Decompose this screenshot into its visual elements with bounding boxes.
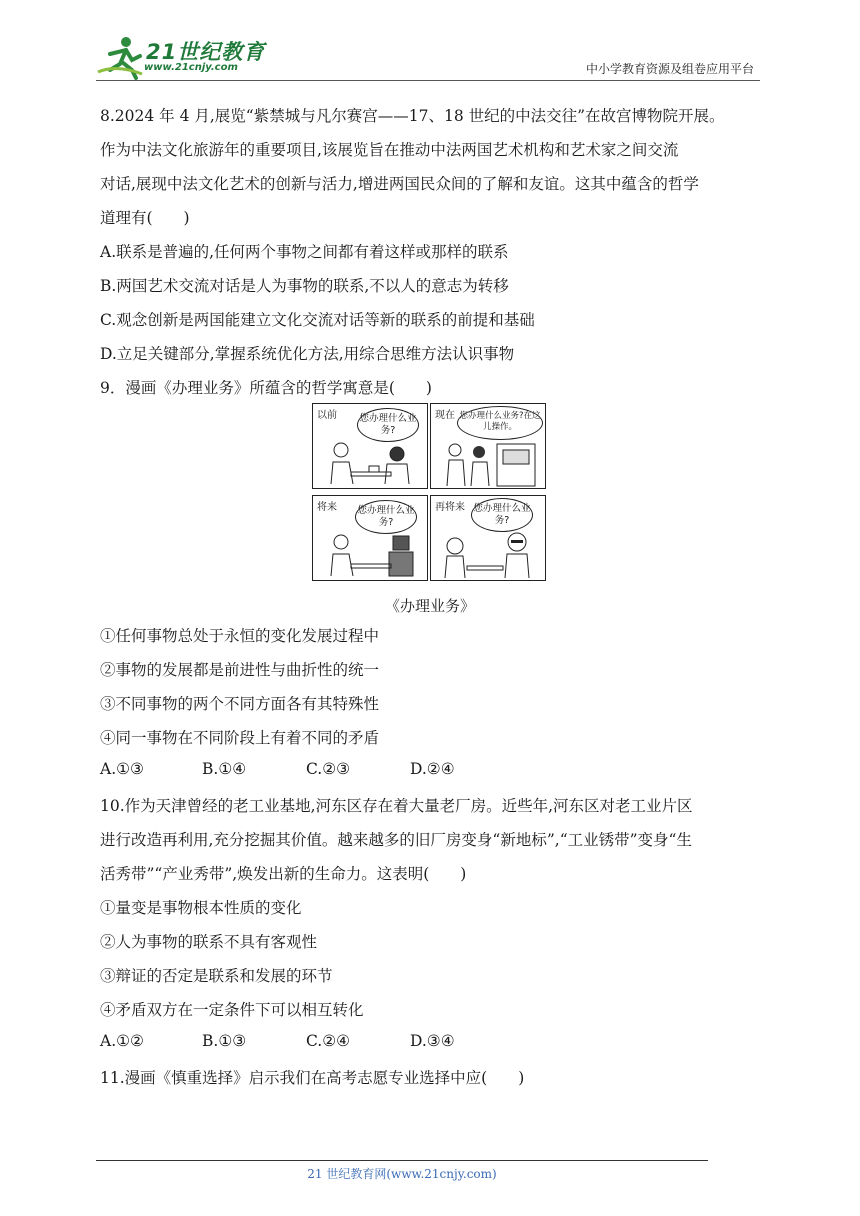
header-slogan: 中小学教育资源及组卷应用平台	[585, 62, 754, 76]
footer-divider	[96, 1160, 708, 1161]
q10-line-3: 活秀带”“产业秀带”,焕发出新的生命力。这表明( )	[100, 865, 467, 883]
q11-stem: 11.漫画《慎重选择》启示我们在高考志愿专业选择中应( )	[100, 1069, 525, 1087]
footer-text[interactable]: 21 世纪教育网(www.21cnjy.com)	[307, 1167, 497, 1181]
logo-text: 21世纪教育	[146, 40, 266, 64]
q9-statement-1: ①任何事物总处于永恒的变化发展过程中	[100, 627, 380, 645]
site-logo[interactable]	[96, 34, 266, 80]
logo-url: www.21cnjy.com	[144, 62, 238, 73]
q9-option-a: A.①③	[100, 760, 144, 778]
q8-option-a: A.联系是普遍的,任何两个事物之间都有着这样或那样的联系	[100, 243, 509, 261]
comic-panel-future	[312, 495, 428, 581]
speech-bubble: 您办理什么业务?在这儿操作。	[457, 406, 543, 440]
clerk-customer-illustration-icon	[313, 404, 427, 488]
q9-option-c: C.②③	[306, 760, 351, 778]
q10-line-2: 进行改造再利用,充分挖掘其价值。越来越多的旧厂房变身“新地标”,“工业锈带”变身“生	[100, 831, 692, 849]
atm-illustration-icon	[431, 404, 545, 488]
q8-option-d: D.立足关键部分,掌握系统优化方法,用综合思维方法认识事物	[100, 345, 515, 363]
page-header	[0, 0, 860, 84]
q9-statement-4: ④同一事物在不同阶段上有着不同的矛盾	[100, 729, 380, 747]
q8-line-4: 道理有( )	[100, 209, 190, 227]
q9-stem: 9．漫画《办理业务》所蕴含的哲学寓意是( )	[100, 379, 432, 397]
panel-caption: 再将来	[435, 502, 465, 513]
q10-option-a: A.①②	[100, 1032, 144, 1050]
speech-bubble: 您办理什么业务?	[471, 498, 533, 532]
q10-option-c: C.②④	[306, 1032, 351, 1050]
runner-logo-icon	[96, 34, 148, 80]
comic-panel-far-future	[430, 495, 546, 581]
q10-statement-4: ④矛盾双方在一定条件下可以相互转化	[100, 1001, 364, 1019]
q10-statement-3: ③辩证的否定是联系和发展的环节	[100, 967, 333, 985]
comic-banli-yewu	[312, 403, 548, 581]
comic-panel-now	[430, 403, 546, 489]
robot-clerk-illustration-icon	[313, 496, 427, 580]
panel-caption: 以前	[317, 410, 337, 421]
q9-option-b: B.①④	[202, 760, 247, 778]
comic-panel-before	[312, 403, 428, 489]
q10-statement-2: ②人为事物的联系不具有客观性	[100, 933, 318, 951]
q9-options	[100, 760, 455, 778]
q8-option-c: C.观念创新是两国能建立文化交流对话等新的联系的前提和基础	[100, 311, 535, 329]
q9-statement-3: ③不同事物的两个不同方面各有其特殊性	[100, 695, 380, 713]
q8-line-1: 8.2024 年 4 月,展览“紫禁城与凡尔赛宫——17、18 世纪的中法交往”在故宫博物院开展。	[100, 107, 725, 125]
q10-line-1: 10.作为天津曾经的老工业基地,河东区存在着大量老厂房。近些年,河东区对老工业片区	[100, 797, 693, 815]
speech-bubble: 您办理什么业务?	[355, 500, 417, 534]
robots-illustration-icon	[431, 496, 545, 580]
q8-line-2: 作为中法文化旅游年的重要项目,该展览旨在推动中法两国艺术机构和艺术家之间交流	[100, 141, 679, 159]
q10-option-b: B.①③	[202, 1032, 247, 1050]
q8-line-3: 对话,展现中法文化艺术的创新与活力,增进两国民众间的了解和友谊。这其中蕴含的哲学	[100, 175, 699, 193]
panel-caption: 将来	[317, 502, 337, 513]
speech-bubble: 您办理什么业务?	[357, 408, 419, 442]
panel-caption: 现在	[435, 410, 455, 421]
q10-option-d: D.③④	[410, 1032, 455, 1050]
q9-statement-2: ②事物的发展都是前进性与曲折性的统一	[100, 661, 380, 679]
q9-option-d: D.②④	[410, 760, 455, 778]
q8-option-b: B.两国艺术交流对话是人为事物的联系,不以人的意志为转移	[100, 277, 509, 295]
q10-statement-1: ①量变是事物根本性质的变化	[100, 899, 302, 917]
comic-caption: 《办理业务》	[384, 597, 475, 615]
q10-options	[100, 1032, 455, 1050]
header-divider	[96, 80, 760, 81]
